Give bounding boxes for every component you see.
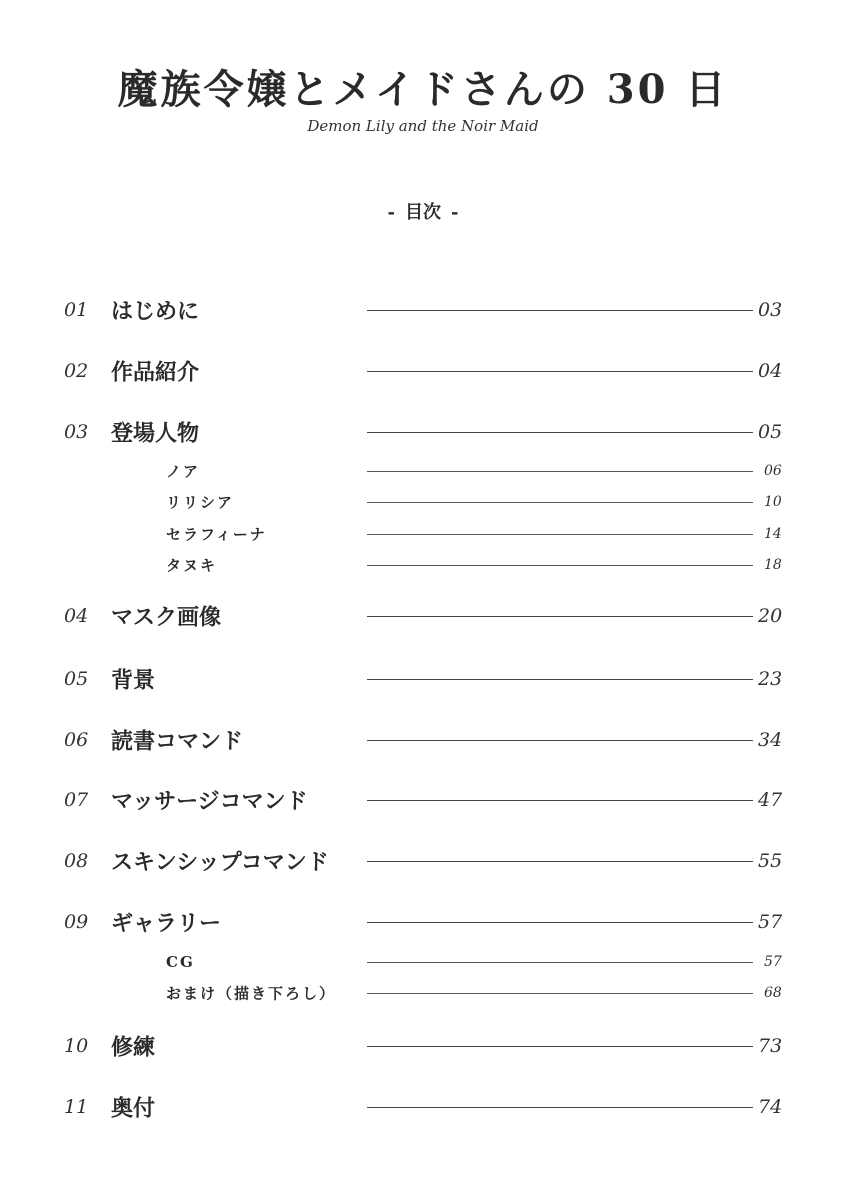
toc-entry-number: 10: [64, 1035, 89, 1057]
document-title: 魔族令嬢とメイドさんの 30 日: [117, 66, 729, 113]
toc-subentry-page: 14: [764, 526, 782, 542]
toc-leader-line: [367, 1046, 753, 1047]
toc-entry-number: 06: [64, 729, 89, 751]
toc-entry-label: マッサージコマンド: [111, 788, 308, 815]
toc-heading-label: 目次: [405, 202, 441, 223]
toc-entry-01[interactable]: [0, 293, 846, 327]
toc-entry-number: 01: [64, 299, 89, 321]
toc-leader-line: [367, 432, 753, 433]
document-subtitle: Demon Lily and the Noir Maid: [307, 117, 539, 135]
toc-entry-label: 登場人物: [111, 420, 200, 447]
toc-subentry-page: 10: [764, 494, 782, 510]
toc-entry-11[interactable]: [0, 1090, 846, 1124]
toc-subentry-page: 68: [764, 985, 782, 1001]
toc-entry-number: 03: [64, 421, 89, 443]
toc-leader-line: [367, 502, 753, 503]
toc-subentry-label: おまけ（描き下ろし）: [166, 984, 337, 1003]
toc-entry-02[interactable]: [0, 354, 846, 388]
toc-entry-10[interactable]: [0, 1029, 846, 1063]
toc-subentry-label: リリシア: [166, 493, 235, 512]
toc-subentry-page: 06: [764, 463, 782, 479]
toc-subentry-label: CG: [166, 953, 195, 971]
toc-leader-line: [367, 616, 753, 617]
toc-entry-label: マスク画像: [111, 604, 222, 631]
toc-leader-line: [367, 962, 753, 963]
toc-leader-line: [367, 310, 753, 311]
toc-subentry-noa[interactable]: [0, 454, 846, 488]
toc-entry-05[interactable]: [0, 662, 846, 696]
toc-leader-line: [367, 993, 753, 994]
toc-entry-page: 23: [758, 668, 783, 690]
toc-leader-line: [367, 679, 753, 680]
toc-subentry-page: 57: [764, 954, 782, 970]
toc-entry-label: ギャラリー: [111, 910, 222, 937]
toc-entry-page: 05: [758, 421, 783, 443]
toc-subentry-label: セラフィーナ: [166, 525, 267, 544]
toc-entry-label: 修練: [111, 1034, 156, 1061]
toc-entry-08[interactable]: [0, 844, 846, 878]
toc-entry-page: 04: [758, 360, 783, 382]
toc-entry-label: 背景: [111, 667, 156, 694]
toc-entry-06[interactable]: [0, 723, 846, 757]
toc-entry-page: 74: [758, 1096, 783, 1118]
toc-leader-line: [367, 740, 753, 741]
toc-leader-line: [367, 861, 753, 862]
toc-entry-number: 07: [64, 789, 89, 811]
toc-leader-line: [367, 565, 753, 566]
toc-entry-label: はじめに: [111, 298, 200, 325]
toc-heading: [0, 198, 846, 224]
toc-leader-line: [367, 471, 753, 472]
toc-entry-number: 05: [64, 668, 89, 690]
toc-leader-line: [367, 922, 753, 923]
toc-subentry-seraphina[interactable]: [0, 517, 846, 551]
toc-entry-07[interactable]: [0, 783, 846, 817]
toc-entry-number: 02: [64, 360, 89, 382]
toc-entry-page: 57: [758, 911, 783, 933]
toc-entry-page: 55: [758, 850, 783, 872]
toc-entry-label: 作品紹介: [111, 359, 200, 386]
toc-entry-03[interactable]: [0, 415, 846, 449]
toc-entry-number: 04: [64, 605, 89, 627]
toc-leader-line: [367, 1107, 753, 1108]
toc-subentry-tanuki[interactable]: [0, 548, 846, 582]
toc-subentry-omake[interactable]: [0, 976, 846, 1010]
toc-entry-09[interactable]: [0, 905, 846, 939]
toc-subentry-label: ノア: [166, 462, 201, 481]
toc-entry-04[interactable]: [0, 599, 846, 633]
toc-entry-page: 73: [758, 1035, 783, 1057]
toc-subentry-cg[interactable]: [0, 945, 846, 979]
toc-heading-dash-right: -: [451, 202, 459, 223]
toc-heading-dash-left: -: [387, 202, 395, 223]
toc-entry-page: 47: [758, 789, 783, 811]
toc-entry-page: 20: [758, 605, 783, 627]
toc-entry-label: 読書コマンド: [111, 728, 244, 755]
toc-leader-line: [367, 534, 753, 535]
toc-leader-line: [367, 800, 753, 801]
toc-subentry-label: タヌキ: [166, 556, 218, 575]
toc-subentry-lilicia[interactable]: [0, 485, 846, 519]
toc-entry-number: 09: [64, 911, 89, 933]
toc-leader-line: [367, 371, 753, 372]
toc-entry-page: 34: [758, 729, 783, 751]
toc-subentry-page: 18: [764, 557, 782, 573]
toc-entry-number: 11: [64, 1096, 89, 1118]
toc-entry-label: スキンシップコマンド: [111, 849, 329, 876]
toc-entry-label: 奥付: [111, 1095, 156, 1122]
toc-entry-page: 03: [758, 299, 783, 321]
toc-entry-number: 08: [64, 850, 89, 872]
